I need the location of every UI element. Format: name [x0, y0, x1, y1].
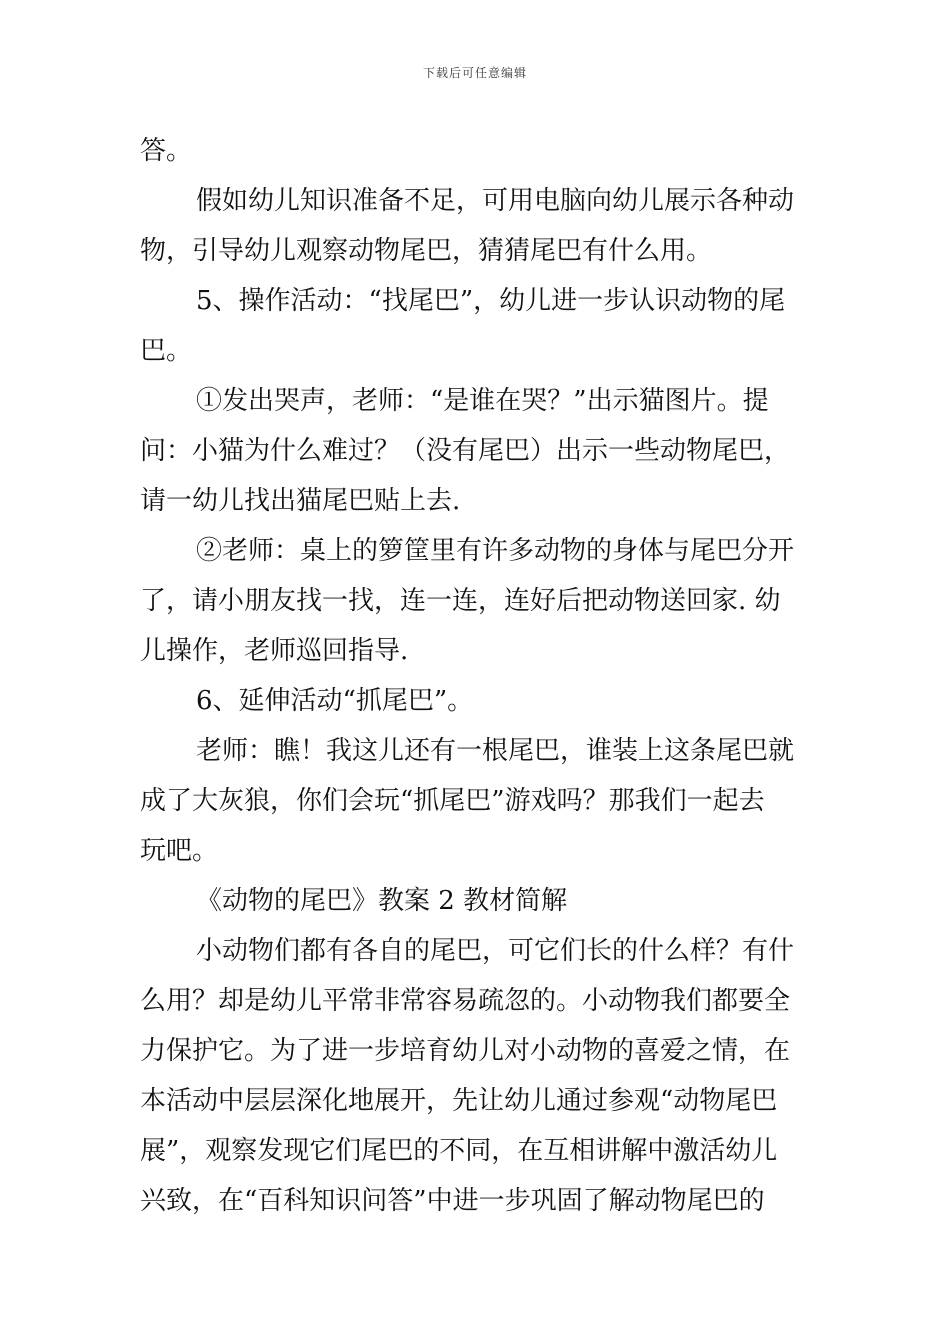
section-heading: 《动物的尾巴》教案 2 教材简解 — [196, 886, 568, 916]
text-line: 小动物们都有各自的尾巴，可它们长的什么样？有什 — [196, 936, 795, 966]
text-line: 成了大灰狼，你们会玩“抓尾巴”游戏吗？那我们一起去 — [140, 786, 765, 816]
text-line: 物，引导幼儿观察动物尾巴，猜猜尾巴有什么用。 — [140, 236, 713, 266]
text-line: 展”，观察发现它们尾巴的不同，在互相讲解中激活幼儿 — [140, 1136, 778, 1166]
text-line: 兴致，在“百科知识问答”中进一步巩固了解动物尾巴的 — [140, 1186, 765, 1216]
text-line: 么用？却是幼儿平常非常容易疏忽的。小动物我们都要全 — [140, 986, 791, 1016]
text-line: 了，请小朋友找一找，连一连，连好后把动物送回家. 幼 — [140, 586, 781, 616]
text-line: 玩吧。 — [140, 836, 219, 866]
page-header-note: 下载后可任意编辑 — [422, 66, 527, 80]
text-line: 6、延伸活动“抓尾巴”。 — [196, 686, 474, 716]
text-line: 老师：瞧！我这儿还有一根尾巴，谁装上这条尾巴就 — [196, 736, 795, 766]
text-line: 巴。 — [140, 336, 193, 366]
text-line: 儿操作，老师巡回指导. — [140, 636, 409, 666]
text-line: 本活动中层层深化地展开，先让幼儿通过参观“动物尾巴 — [140, 1086, 778, 1116]
text-line: 力保护它。为了进一步培育幼儿对小动物的喜爱之情，在 — [140, 1036, 791, 1066]
text-line: 假如幼儿知识准备不足，可用电脑向幼儿展示各种动 — [196, 186, 795, 216]
document-body — [140, 126, 820, 1226]
text-line: ①发出哭声，老师：“是谁在哭？”出示猫图片。提 — [196, 386, 769, 416]
text-line: 请一幼儿找出猫尾巴贴上去. — [140, 486, 461, 516]
text-line: 5、操作活动：“找尾巴”，幼儿进一步认识动物的尾 — [196, 286, 786, 316]
text-line: ②老师：桌上的箩筐里有许多动物的身体与尾巴分开 — [196, 536, 795, 566]
text-line: 问：小猫为什么难过？（没有尾巴）出示一些动物尾巴， — [140, 436, 791, 466]
text-line: 答。 — [140, 136, 193, 166]
